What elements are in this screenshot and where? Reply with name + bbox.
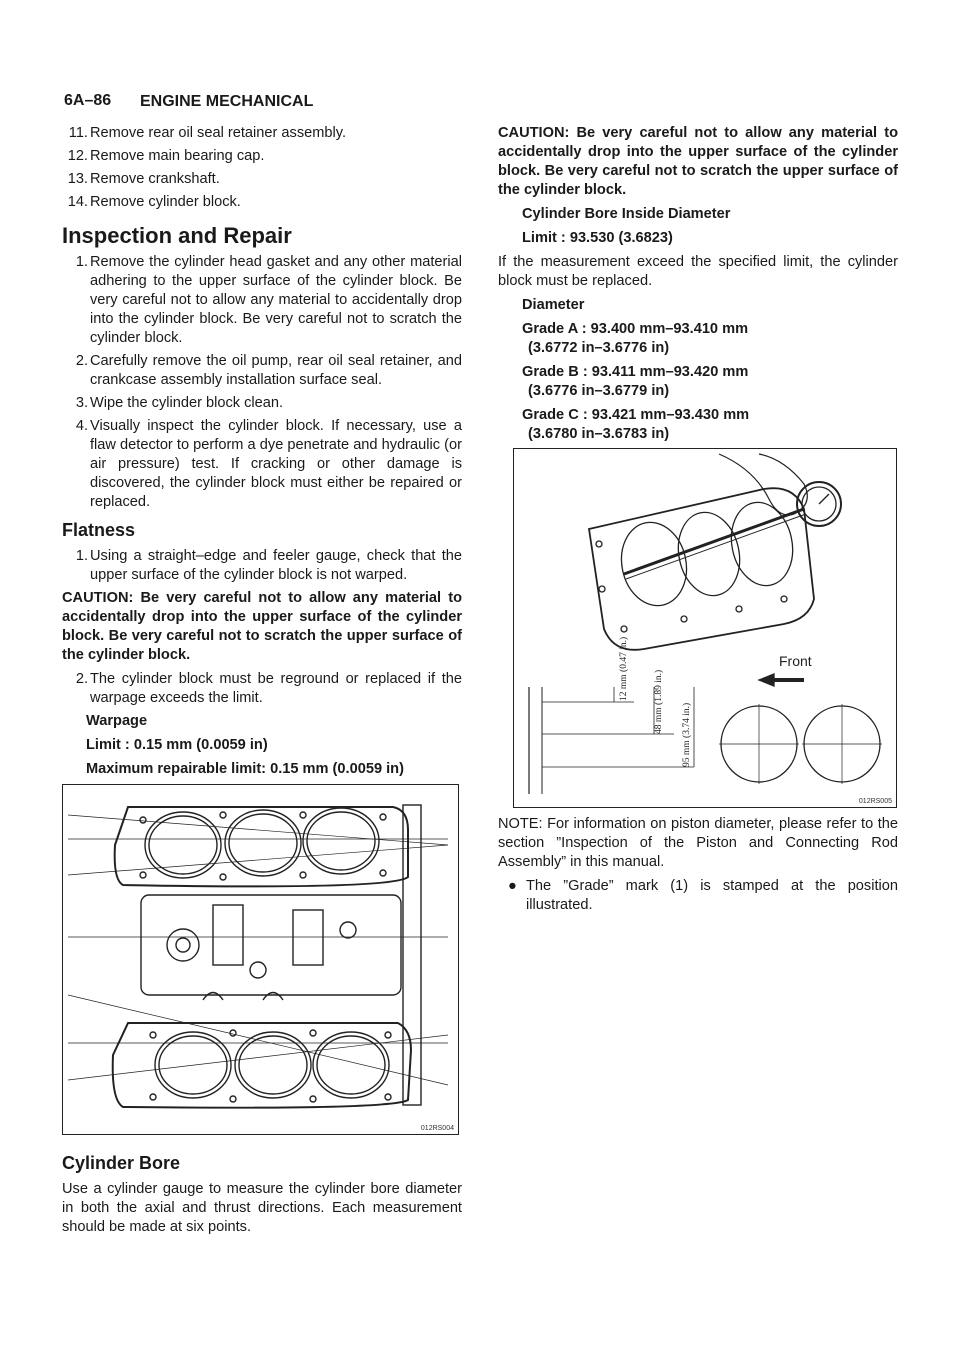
right-notes <box>498 815 898 915</box>
diameter-title: Diameter <box>522 297 585 313</box>
note-text: NOTE: For information on piston diameter, please refer to the section ”Inspection of the Piston and Connecting Rod Assembly” in this manual. <box>498 816 898 870</box>
removal-step: 14. Remove cylinder block. <box>67 194 241 210</box>
spec-title: Warpage <box>86 713 148 729</box>
spec-title: Cylinder Bore Inside Diameter <box>522 206 731 222</box>
caution-text: CAUTION: Be very careful not to allow any material to accidentally drop into the upper surface of the cylinder block. Be very careful not to scratch the upper surface of the cylinder block. <box>498 125 898 198</box>
bullet-item: ● The ”Grade” mark (1) is stamped at the position illustrated. <box>508 878 898 913</box>
inspection-step: 4. Visually inspect the cylinder block. If necessary, use a flaw detector to perform a dye penetrate and hydraulic (or air pressure) test. If cracking or other damage is discovered, the cylinder block must either be repaired or replaced. <box>75 418 462 510</box>
section-title: ENGINE MECHANICAL <box>140 93 314 110</box>
page-number: 6A–86 <box>64 92 112 109</box>
figure-id: 012RS005 <box>858 798 892 805</box>
flatness-heading: Flatness <box>62 520 136 540</box>
spec-limit: Limit : 93.530 (3.6823) <box>522 230 673 246</box>
right-column <box>498 124 898 449</box>
cylinder-bore-section <box>62 1150 462 1242</box>
grade-b-in: (3.6776 in–3.6779 in) <box>528 383 670 399</box>
grade-a-in: (3.6772 in–3.6776 in) <box>528 340 670 356</box>
cylinder-bore-heading: Cylinder Bore <box>62 1153 181 1173</box>
grade-c: Grade C : 93.421 mm–93.430 mm <box>522 407 750 423</box>
bore-gauge-illustration <box>514 449 896 807</box>
cylinder-bore-text: Use a cylinder gauge to measure the cylinder bore diameter in both the axial and thrust directions. Each measurement should be made at six points. <box>62 1181 462 1235</box>
dim-95mm-label: 95 mm (3.74 in.) <box>682 702 692 767</box>
cylinder-bore-figure <box>513 448 897 808</box>
left-column <box>62 124 462 784</box>
caution-text: CAUTION: Be very careful not to allow any material to accidentally drop into the upper surface of the cylinder block. Be very careful not to scratch the upper surface of the cylinder block. <box>62 590 462 663</box>
spec-max: Maximum repairable limit: 0.15 mm (0.0059 in) <box>86 761 404 777</box>
flatness-step: 1. Using a straight–edge and feeler gauge, check that the upper surface of the cylinder block is not warped. <box>75 548 462 583</box>
inspection-step: 1. Remove the cylinder head gasket and any other material adhering to the upper surface of the cylinder block. Be very careful not to allow any material to accidentally drop into the cylinder block. Be very careful not to scratch the cylinder block. <box>75 254 462 346</box>
exceed-text: If the measurement exceed the specified limit, the cylinder block must be replaced. <box>498 254 898 289</box>
dim-48mm-label: 48 mm (1.89 in.) <box>654 669 664 734</box>
grade-c-in: (3.6780 in–3.6783 in) <box>528 426 670 442</box>
front-label: Front <box>779 653 812 669</box>
cylinder-block-illustration <box>63 785 458 1134</box>
bullet-icon: ● <box>508 878 517 894</box>
inspection-step: 3. Wipe the cylinder block clean. <box>75 395 284 411</box>
removal-step: 12. Remove main bearing cap. <box>67 148 265 164</box>
figure-id: 012RS004 <box>420 1125 454 1132</box>
dim-12mm-label: 12 mm (0.47 in.) <box>619 636 629 701</box>
inspection-heading: Inspection and Repair <box>62 223 292 248</box>
grade-b: Grade B : 93.411 mm–93.420 mm <box>522 364 749 380</box>
removal-step: 11. Remove rear oil seal retainer assembly. <box>68 125 347 141</box>
inspection-step: 2. Carefully remove the oil pump, rear oil seal retainer, and crankcase assembly installation surface seal. <box>75 353 462 388</box>
grade-a: Grade A : 93.400 mm–93.410 mm <box>522 321 749 337</box>
cylinder-block-figure <box>62 784 459 1135</box>
removal-step: 13. Remove crankshaft. <box>67 171 220 187</box>
flatness-step: 2. The cylinder block must be reground or replaced if the warpage exceeds the limit. <box>75 671 462 706</box>
spec-limit: Limit : 0.15 mm (0.0059 in) <box>86 737 268 753</box>
